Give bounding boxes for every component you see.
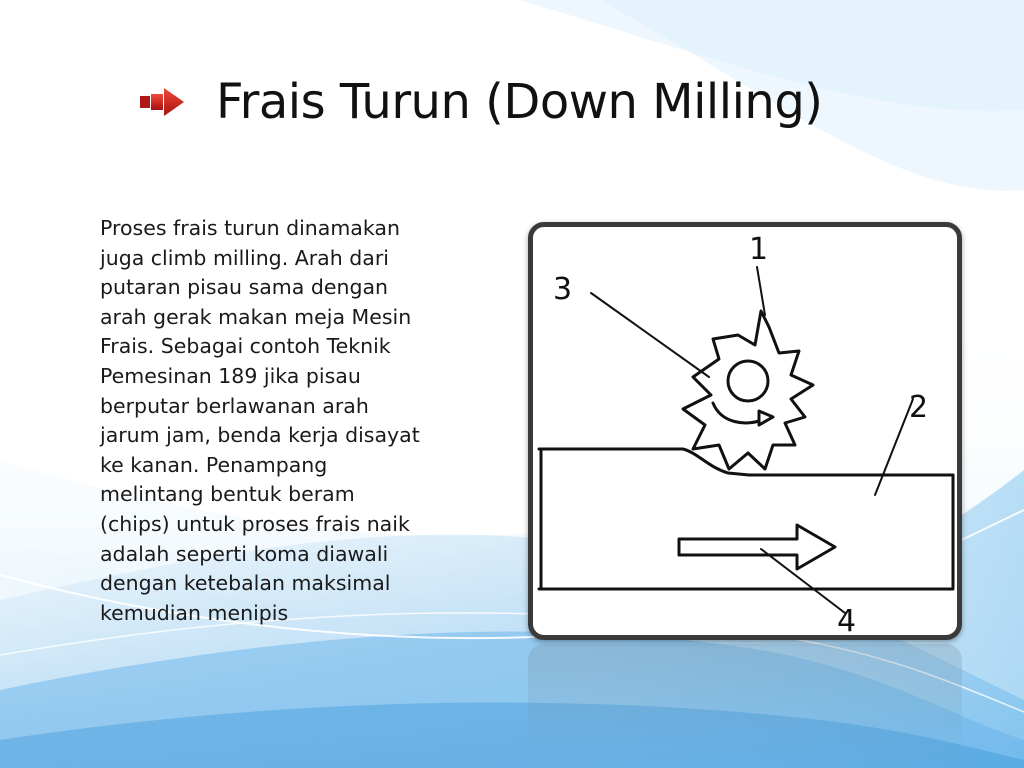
down-milling-diagram <box>528 222 962 640</box>
milling-cutter <box>683 311 813 469</box>
label-3: 3 <box>553 272 573 307</box>
slide-body-text: Proses frais turun dinamakan juga climb milling. Arah dari putaran pisau sama dengan arah gerak makan meja Mesin Frais. Sebagai contoh Teknik Pemesinan 189 jika pisau berputar berlawanan arah jarum jam, benda kerja disayat ke kanan. Penampang melintang bentuk beram (chips) untuk proses frais naik adalah seperti koma diawali dengan ketebalan maksimal kemudian menipis <box>100 216 420 625</box>
cutter-hub <box>728 361 768 401</box>
diagram-drawing <box>533 227 957 635</box>
slide-title-row <box>138 62 823 142</box>
label-1: 1 <box>749 232 769 267</box>
leader-1 <box>757 267 765 315</box>
rotation-arrow <box>713 403 765 423</box>
leader-3 <box>591 293 709 377</box>
label-2: 2 <box>909 390 929 425</box>
feed-arrow <box>679 525 835 569</box>
rotation-arrowhead <box>759 411 773 425</box>
slide-title: Frais Turun (Down Milling) <box>216 74 823 130</box>
red-arrow-bullet-icon <box>138 86 186 118</box>
label-4: 4 <box>837 604 857 635</box>
figure-reflection <box>528 644 962 768</box>
leader-2 <box>875 399 913 495</box>
